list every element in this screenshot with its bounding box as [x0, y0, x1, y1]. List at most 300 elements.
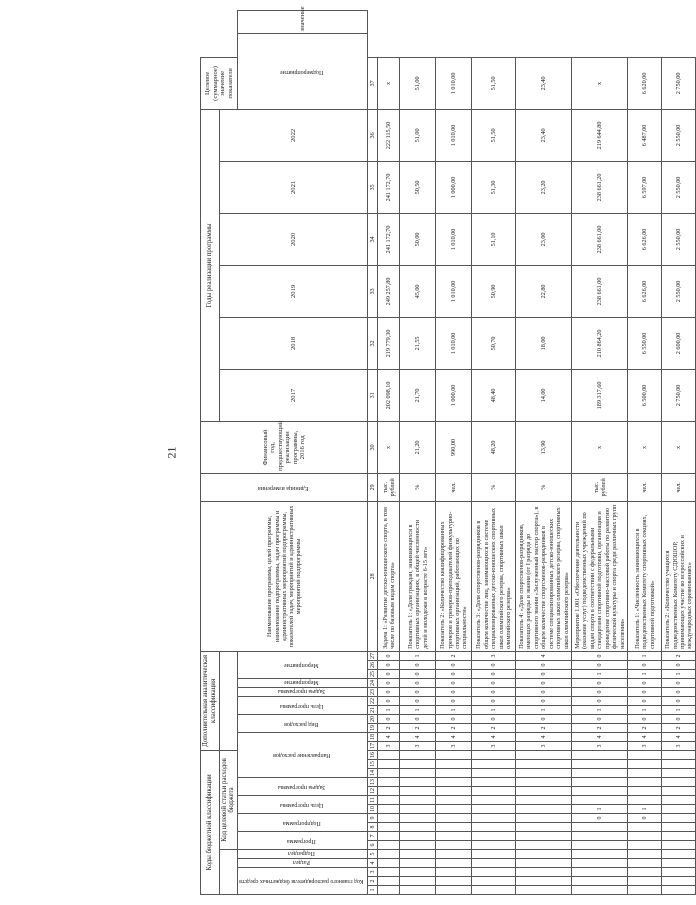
code-cell: 0: [628, 678, 662, 687]
code-cell: 4: [400, 732, 436, 741]
code-cell: [572, 841, 628, 850]
year-header: 2021: [219, 161, 368, 213]
row-name: Показатель 1: «Численность занимающихся в подведомственных Комитету спортивных секциях, спортивной подготовкой»: [628, 501, 662, 651]
year-value: 6 550,00: [628, 317, 662, 369]
year-value: 222 115,50: [378, 109, 400, 161]
code-cell: 1: [436, 705, 472, 714]
col-task2: Задача программы: [238, 687, 368, 696]
col-program-code: Код главного распорядителя бюджетных средств: [238, 868, 368, 895]
col-unit-label: Единица измерения: [257, 484, 309, 491]
row-name: Показатель 4: «Доля спортсменов-разрядников, имеющих разряды и звания (от I разряда до спортивного звания «Заслуженный мастер спорта»), в общем количестве спортсменов-разрядников в системе специализированных детско-юношеских спортивных школ олимпийского резерва, спортивных школ олимпийского резерва»: [516, 501, 572, 651]
code-cell: [400, 796, 436, 805]
code-cell: [516, 868, 572, 877]
column-number: 1: [368, 886, 378, 895]
row-name: Показатель 2: «Количество квалифицированных тренеров и тренеров-преподавателей физкультурно-спортивных организаций, работающих по специальности»: [436, 501, 472, 651]
row-final-value: 51,00: [400, 57, 436, 109]
row-base-value: 13,90: [516, 421, 572, 473]
code-cell: [378, 796, 400, 805]
code-cell: [400, 850, 436, 859]
code-cell: [378, 886, 400, 895]
year-value: 1 010,00: [436, 213, 472, 265]
code-cell: 0: [572, 660, 628, 669]
code-cell: [572, 823, 628, 832]
code-cell: [436, 868, 472, 877]
code-cell: [572, 750, 628, 759]
row-unit: тыс. рублей: [572, 473, 628, 501]
row-base-value: 990,00: [436, 421, 472, 473]
row-base-value: х: [662, 421, 696, 473]
column-number: 22: [368, 696, 378, 705]
code-cell: 4: [662, 732, 696, 741]
code-cell: [572, 769, 628, 778]
code-cell: [516, 814, 572, 823]
year-value: 1 000,00: [436, 369, 472, 421]
code-cell: 1: [516, 705, 572, 714]
column-number: 7: [368, 832, 378, 841]
year-value: 2 550,00: [662, 109, 696, 161]
code-cell: 0: [516, 696, 572, 705]
year-value: 51,30: [472, 161, 516, 213]
code-cell: 4: [628, 732, 662, 741]
column-number: 23: [368, 687, 378, 696]
year-value: 219 779,30: [378, 317, 400, 369]
col-fin-year-header: Финансовый год, предшествующий реализации программы, 2016 год: [201, 421, 368, 473]
year-value: 23,00: [516, 213, 572, 265]
code-cell: 1: [628, 651, 662, 660]
row-name: Показатель 1: «Доля граждан, занимающихся в спортивных организациях, в общей численности детей и молодежи в возрасте 6-15 лет»: [400, 501, 436, 651]
code-cell: [400, 823, 436, 832]
document-page: [200, 6, 694, 895]
code-cell: [516, 787, 572, 796]
column-number: 5: [368, 850, 378, 859]
column-number: 30: [368, 421, 378, 473]
column-number: 36: [368, 109, 378, 161]
code-cell: 2: [516, 723, 572, 732]
code-cell: 0: [572, 651, 628, 660]
year-value: 6 500,00: [628, 369, 662, 421]
col-act: Направление расходов: [238, 732, 368, 777]
code-cell: [628, 769, 662, 778]
code-cell: [436, 886, 472, 895]
year-value: 48,40: [472, 369, 516, 421]
code-cell: [572, 760, 628, 769]
year-header: 2018: [219, 317, 368, 369]
year-value: 50,90: [472, 265, 516, 317]
column-number: 20: [368, 714, 378, 723]
year-value: 241 172,70: [378, 213, 400, 265]
code-cell: [472, 814, 516, 823]
code-cell: 0: [400, 714, 436, 723]
col-subprog: Подпрограмма: [238, 814, 368, 832]
code-cell: [436, 877, 472, 886]
column-number: 34: [368, 213, 378, 265]
code-cell: 0: [400, 687, 436, 696]
code-cell: [662, 868, 696, 877]
year-value: 1 000,00: [436, 161, 472, 213]
year-header: 2020: [219, 213, 368, 265]
year-value: 6 626,00: [628, 213, 662, 265]
code-cell: 0: [572, 814, 628, 823]
year-value: 219 644,80: [572, 109, 628, 161]
code-cell: [436, 859, 472, 868]
year-value: 2 550,00: [662, 161, 696, 213]
row-base-value: х: [628, 421, 662, 473]
code-cell: [516, 760, 572, 769]
code-cell: [436, 850, 472, 859]
code-cell: 0: [400, 669, 436, 678]
code-cell: [378, 832, 400, 841]
year-value: 6 487,00: [628, 109, 662, 161]
col-final-header: Целевое (суммарное) значение показателя: [201, 57, 238, 109]
code-cell: 2: [436, 651, 472, 660]
code-cell: [436, 787, 472, 796]
row-unit: чел.: [662, 473, 696, 501]
code-cell: [662, 796, 696, 805]
code-cell: 0: [436, 669, 472, 678]
column-number: 4: [368, 859, 378, 868]
code-cell: 0: [662, 678, 696, 687]
row-unit: чел.: [628, 473, 662, 501]
year-header: 2019: [219, 265, 368, 317]
code-cell: 0: [378, 651, 400, 660]
code-cell: [472, 868, 516, 877]
code-cell: [516, 805, 572, 814]
code-cell: [472, 760, 516, 769]
code-cell: [662, 769, 696, 778]
row-unit: %: [516, 473, 572, 501]
code-cell: [472, 832, 516, 841]
code-cell: [662, 877, 696, 886]
year-value: 51,00: [400, 109, 436, 161]
code-cell: [400, 805, 436, 814]
column-number: 28: [368, 501, 378, 651]
code-cell: 0: [472, 660, 516, 669]
column-number: 9: [368, 814, 378, 823]
col-prog: Программа: [238, 832, 368, 850]
year-value: 51,10: [472, 213, 516, 265]
row-unit: %: [472, 473, 516, 501]
code-cell: 0: [572, 678, 628, 687]
code-cell: [400, 868, 436, 877]
year-value: 14,00: [516, 369, 572, 421]
code-cell: 0: [472, 678, 516, 687]
year-value: 23,40: [516, 109, 572, 161]
row-base-value: 48,20: [472, 421, 516, 473]
code-cell: [662, 760, 696, 769]
code-cell: 1: [572, 705, 628, 714]
code-cell: [628, 859, 662, 868]
year-value: 210 864,20: [572, 317, 628, 369]
code-cell: [472, 796, 516, 805]
table-row: [572, 11, 628, 895]
code-cell: [400, 886, 436, 895]
code-cell: [662, 841, 696, 850]
col-final-sub: значение: [238, 11, 368, 34]
year-header: 2022: [219, 109, 368, 161]
code-cell: 0: [378, 696, 400, 705]
column-number: 18: [368, 732, 378, 741]
row-final-value: 2 750,00: [662, 57, 696, 109]
code-cell: [378, 760, 400, 769]
code-cell: [436, 769, 472, 778]
code-cell: 2: [572, 723, 628, 732]
year-value: 2 750,00: [662, 369, 696, 421]
code-cell: 0: [628, 696, 662, 705]
row-unit: %: [400, 473, 436, 501]
code-cell: [472, 877, 516, 886]
code-cell: 1: [400, 705, 436, 714]
code-cell: [662, 778, 696, 787]
code-cell: [436, 832, 472, 841]
column-number: 26: [368, 660, 378, 669]
code-cell: 0: [400, 660, 436, 669]
row-base-value: х: [572, 421, 628, 473]
code-cell: [662, 805, 696, 814]
code-cell: 2: [662, 723, 696, 732]
col-measure2: Мероприятие: [238, 651, 368, 678]
code-cell: 2: [400, 723, 436, 732]
code-cell: [400, 859, 436, 868]
table-row: [400, 11, 436, 895]
code-cell: [662, 823, 696, 832]
code-cell: [516, 796, 572, 805]
code-cell: 1: [400, 651, 436, 660]
row-name: Мероприятие 1.001 «Обеспечение деятельности (оказание услуг) подведомственных учреждений по видам спорта в соответствии с федеральными стандартами спортивной подготовки, организация и проведение спортивно-массовой работы по развитию физической культуры и спорта среди различных групп населения»: [572, 501, 628, 651]
code-cell: 0: [572, 714, 628, 723]
year-value: 6 597,00: [628, 161, 662, 213]
code-cell: 4: [516, 651, 572, 660]
column-number: 2: [368, 877, 378, 886]
code-cell: [516, 841, 572, 850]
code-cell: [572, 796, 628, 805]
year-value: 189 317,60: [572, 369, 628, 421]
code-cell: [516, 859, 572, 868]
code-cell: [378, 750, 400, 759]
code-cell: [662, 886, 696, 895]
code-cell: [472, 823, 516, 832]
code-cell: 0: [436, 714, 472, 723]
column-number: 29: [368, 473, 378, 501]
column-number: 3: [368, 868, 378, 877]
code-cell: [472, 805, 516, 814]
row-name: Задача 1: «Развитие детско-юношеского спорта, в том числе по базовым видам спорта»: [378, 501, 400, 651]
code-cell: [628, 850, 662, 859]
code-cell: [378, 850, 400, 859]
code-cell: 2: [662, 651, 696, 660]
code-cell: [436, 814, 472, 823]
column-number: 27: [368, 651, 378, 660]
code-cell: 0: [516, 687, 572, 696]
code-cell: [662, 859, 696, 868]
code-cell: [378, 823, 400, 832]
code-cell: 0: [628, 814, 662, 823]
code-cell: 1: [572, 669, 628, 678]
code-cell: 0: [378, 678, 400, 687]
group-expense-code: Код целевой статьи расходов бюджета: [219, 750, 238, 849]
code-cell: [400, 750, 436, 759]
code-cell: [472, 769, 516, 778]
year-value: 51,50: [472, 109, 516, 161]
code-cell: 1: [572, 805, 628, 814]
code-cell: [662, 832, 696, 841]
code-cell: 2: [436, 723, 472, 732]
code-cell: 0: [516, 669, 572, 678]
row-base-value: х: [378, 421, 400, 473]
table-row: [436, 11, 472, 895]
code-cell: 0: [516, 660, 572, 669]
column-number: 19: [368, 723, 378, 732]
code-cell: [572, 787, 628, 796]
col-unit-header: [201, 473, 368, 501]
column-number: 17: [368, 741, 378, 750]
col-goal2: Цель программы: [238, 696, 368, 714]
code-cell: 4: [572, 732, 628, 741]
code-cell: 0: [516, 714, 572, 723]
group-extra-codes: Дополнительная аналитическая классификация: [201, 651, 220, 750]
code-cell: [436, 841, 472, 850]
code-cell: [400, 841, 436, 850]
code-cell: [516, 750, 572, 759]
code-cell: [572, 877, 628, 886]
program-table: [200, 6, 696, 895]
code-cell: [628, 750, 662, 759]
column-number: 37: [368, 57, 378, 109]
code-cell: [436, 796, 472, 805]
code-cell: 1: [378, 705, 400, 714]
col-name-header: Наименование программы, целей программы, наименование подпрограммы, задач программы и административных мероприятий подпрограммы, показателей задач, мероприятий и административных мероприятий подпрограммы: [201, 501, 368, 651]
year-value: 238 661,00: [572, 213, 628, 265]
year-value: 202 098,10: [378, 369, 400, 421]
code-cell: [628, 886, 662, 895]
column-number: 10: [368, 805, 378, 814]
group-codes-a: [219, 850, 238, 895]
code-cell: [516, 778, 572, 787]
code-cell: 2: [628, 723, 662, 732]
code-cell: 4: [378, 732, 400, 741]
code-cell: 0: [662, 687, 696, 696]
code-cell: [400, 877, 436, 886]
code-cell: [400, 769, 436, 778]
row-base-value: 21,20: [400, 421, 436, 473]
code-cell: [436, 805, 472, 814]
code-cell: [400, 787, 436, 796]
code-cell: 0: [472, 687, 516, 696]
code-cell: [662, 814, 696, 823]
row-final-value: х: [572, 57, 628, 109]
row-name: Показатель 2: «Количество учащихся подведомственных Комитету СДЮШОР, принимающих участие во всероссийских и международных соревнованиях»: [662, 501, 696, 651]
code-cell: [378, 814, 400, 823]
year-value: 2 550,00: [662, 213, 696, 265]
code-cell: 2: [378, 723, 400, 732]
column-number: 11: [368, 796, 378, 805]
code-cell: 0: [378, 714, 400, 723]
code-cell: 3: [378, 741, 400, 750]
code-cell: [628, 868, 662, 877]
code-cell: 2: [472, 723, 516, 732]
code-cell: [436, 760, 472, 769]
group-budget-codes: Коды бюджетной классификации: [201, 750, 220, 894]
col-subsection: Подраздел: [238, 850, 368, 859]
code-cell: 1: [472, 705, 516, 714]
code-cell: [628, 877, 662, 886]
code-cell: 0: [628, 687, 662, 696]
year-value: 45,00: [400, 265, 436, 317]
column-number: 33: [368, 265, 378, 317]
year-value: 241 172,70: [378, 161, 400, 213]
code-cell: [378, 787, 400, 796]
row-final-value: 51,50: [472, 57, 516, 109]
code-cell: 1: [662, 705, 696, 714]
code-cell: [400, 778, 436, 787]
column-number: 15: [368, 760, 378, 769]
code-cell: [628, 832, 662, 841]
code-cell: [472, 841, 516, 850]
code-cell: 0: [436, 696, 472, 705]
col-goal: Цель программы: [238, 796, 368, 814]
code-cell: [516, 877, 572, 886]
code-cell: 0: [628, 660, 662, 669]
code-cell: 1: [628, 669, 662, 678]
year-value: 249 257,80: [378, 265, 400, 317]
group-program-years: Годы реализации программы: [201, 109, 220, 421]
code-cell: 0: [662, 696, 696, 705]
code-cell: 0: [662, 714, 696, 723]
group-extra-sub: [219, 651, 238, 750]
code-cell: [628, 796, 662, 805]
code-cell: [436, 750, 472, 759]
code-cell: 3: [662, 741, 696, 750]
year-value: 238 661,20: [572, 161, 628, 213]
code-cell: [628, 823, 662, 832]
col-measure: Мероприятие: [238, 678, 368, 687]
table-row: [516, 11, 572, 895]
code-cell: 0: [400, 696, 436, 705]
code-cell: 0: [572, 687, 628, 696]
code-cell: [400, 832, 436, 841]
code-cell: [628, 778, 662, 787]
code-cell: [516, 832, 572, 841]
year-header: 2017: [219, 369, 368, 421]
column-number: 8: [368, 823, 378, 832]
column-number: 31: [368, 369, 378, 421]
code-cell: [662, 850, 696, 859]
code-cell: [472, 859, 516, 868]
col-task: Задача программы: [238, 778, 368, 796]
code-cell: [378, 859, 400, 868]
code-cell: 0: [516, 678, 572, 687]
code-cell: 0: [400, 678, 436, 687]
code-cell: 0: [472, 696, 516, 705]
row-final-value: 23,40: [516, 57, 572, 109]
code-cell: 0: [436, 687, 472, 696]
code-cell: [400, 814, 436, 823]
year-value: 1 010,00: [436, 317, 472, 369]
row-final-value: 6 620,00: [628, 57, 662, 109]
column-number: 35: [368, 161, 378, 213]
code-cell: [572, 778, 628, 787]
table-row: [378, 11, 400, 895]
table-row: [662, 11, 696, 895]
code-cell: 0: [472, 669, 516, 678]
code-cell: [572, 886, 628, 895]
code-cell: [378, 769, 400, 778]
code-cell: [516, 850, 572, 859]
code-cell: [472, 886, 516, 895]
code-cell: [572, 850, 628, 859]
year-value: 18,00: [516, 317, 572, 369]
code-cell: 3: [472, 741, 516, 750]
page-number: 21: [164, 446, 179, 459]
